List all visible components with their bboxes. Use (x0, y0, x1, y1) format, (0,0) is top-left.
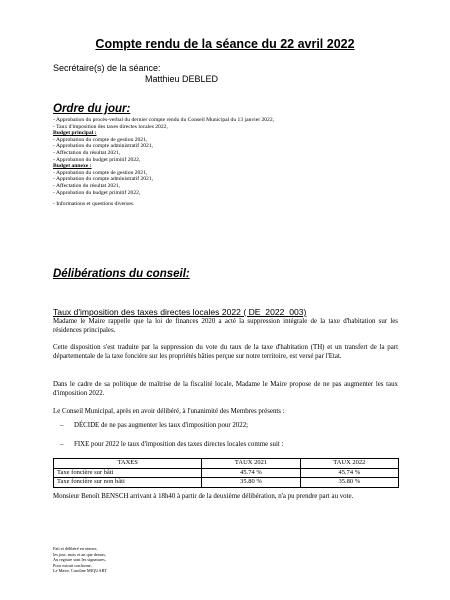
table-cell-tax: Taxe foncière sur bâti (54, 468, 202, 478)
signature-block (53, 546, 107, 574)
deliberations-heading: Délibérations du conseil: (53, 268, 190, 280)
deliberation-subtitle: Taux d'imposition des taxes directes locales 2022 ( DE_2022_003) (53, 307, 307, 317)
signature-line: Le Maire, Caroline MIQUART (53, 568, 107, 574)
table-row (54, 478, 399, 488)
signature-line: Au registre sont les signatures, (53, 557, 106, 563)
table-header-taux-2022: TAUX 2022 (300, 459, 398, 469)
table-row (54, 468, 399, 478)
secretary-label: Secrétaire(s) de la séance: (53, 63, 161, 73)
agenda-item: - Affectation du résultat 2021, (53, 182, 121, 189)
paragraph-2: Cette disposition s'est traduite par la suppression du vote du taux de la taxe d'habitation (TH) et un transfert de la part départementale de la taxe foncière sur les propriétés bâties perçue sur notre territoire, est versé par l'Etat. (53, 344, 398, 360)
bullet-fixe (60, 441, 283, 450)
table-cell-rate-2021: 35.80 % (202, 478, 300, 488)
bullet-decide-text: DÉCIDE de ne pas augmenter les taux d'imposition pour 2022; (74, 422, 249, 429)
bullet-decide (60, 422, 248, 431)
agenda-item: - Affectation du résultat 2021, (53, 149, 121, 156)
agenda-item: - Approbation du compte de gestion 2021, (53, 169, 148, 176)
agenda-subheading: Budget principal : (53, 130, 97, 137)
signature-line: Fait et délibéré en séance, (53, 546, 98, 551)
bullet-dash: – (60, 422, 64, 429)
table-cell-rate-2021: 45.74 % (202, 468, 300, 478)
agenda-item: - Approbation du compte de gestion 2021, (53, 136, 148, 143)
agenda-item: - Taux d'imposition des taxes directes locales 2022, (53, 123, 168, 130)
agenda-item: - Approbation du procès-verbal du dernier compte rendu du Conseil Municipal du 13 janvier 2022, (53, 117, 275, 123)
table-cell-tax: Taxe foncière sur non bâti (54, 478, 202, 488)
paragraph-4: Le Conseil Municipal, après en avoir délibéré, à l'unanimité des Membres présents : (53, 408, 285, 415)
agenda-item: - Approbation du budget primitif 2022, (53, 156, 141, 163)
table-header-row (54, 459, 399, 469)
table-header-taxes: TAXES (54, 459, 202, 469)
table-cell-rate-2022: 45.74 % (300, 468, 398, 478)
signature-line: les jour, mois et an que dessus, (53, 551, 107, 557)
tax-rate-table (53, 458, 399, 488)
bullet-fixe-text: FIXE pour 2022 le taux d'imposition des taxes directes locales comme suit : (74, 441, 284, 448)
table-header-taux-2021: TAUX 2021 (202, 459, 300, 469)
page-title: Compte rendu de la séance du 22 avril 2022 (95, 37, 355, 51)
signature-line: Pour extrait conforme, (53, 562, 92, 568)
agenda-item: - Approbation du compte administratif 2021, (53, 176, 154, 183)
paragraph-3: Dans le cadre de sa politique de maîtrise de la fiscalité locale, Madame le Maire propose de ne pas augmenter les taux d'imposition 2022. (53, 381, 398, 397)
bullet-dash: – (60, 441, 64, 448)
table-cell-rate-2022: 35.80 % (300, 478, 398, 488)
agenda-item: - Informations et questions diverses. (53, 201, 135, 208)
agenda-subheading: Budget annexe : (53, 163, 92, 170)
paragraph-1: Madame le Maire rappelle que la loi de finances 2020 a acté la suppression intégrale de la taxe d'habitation sur les résidences principales. (53, 318, 398, 334)
agenda-list (53, 117, 393, 208)
secretary-name: Matthieu DEBLED (145, 74, 219, 84)
agenda-item: - Approbation du compte administratif 2021, (53, 143, 154, 150)
agenda-heading: Ordre du jour: (53, 103, 131, 115)
paragraph-5: Monsieur Benoît BENSCH arrivant à 18h40 à partir de la deuxième délibération, n'a pu prendre part au vote. (53, 493, 354, 500)
agenda-item: - Approbation du budget primitif 2022, (53, 189, 141, 196)
